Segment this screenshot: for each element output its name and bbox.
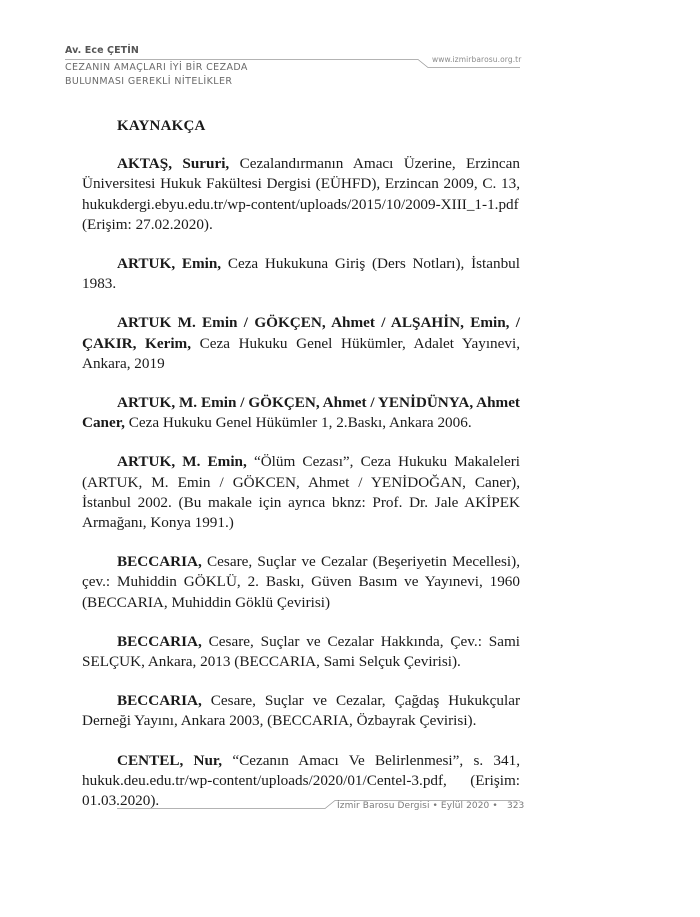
page-number: 323: [507, 801, 525, 811]
references-section: [82, 116, 520, 811]
reference-author: BECCARIA,: [117, 692, 202, 710]
reference-author: BECCARIA,: [117, 632, 202, 650]
reference-item: [82, 254, 520, 294]
header-title-line-2: BULUNMASI GEREKLİ NİTELİKLER: [65, 76, 233, 87]
reference-item: [82, 552, 520, 613]
reference-item: [82, 393, 520, 433]
reference-text: Cesare, Suçlar ve Cezalar, Çağdaş Hukukçular Derneği Yayını, Ankara 2003, (BECCARIA, Özbayrak Çevirisi).: [82, 692, 520, 730]
reference-author: ARTUK M. Emin / GÖKÇEN, Ahmet / ALŞAHİN, Emin, / ÇAKIR, Kerim,: [82, 314, 520, 352]
reference-author: ARTUK, Emin,: [117, 255, 222, 273]
header-website: www.izmirbarosu.org.tr: [432, 55, 522, 64]
reference-text: Ceza Hukuku Genel Hükümler 1, 2.Baskı, Ankara 2006.: [124, 414, 472, 432]
reference-item: [82, 691, 520, 731]
header-author: Av. Ece ÇETİN: [65, 45, 139, 56]
section-heading: KAYNAKÇA: [117, 118, 206, 134]
reference-text: Ceza Hukukuna Giriş (Ders Notları), İstanbul 1983.: [82, 255, 520, 293]
reference-text: Cesare, Suçlar ve Cezalar Hakkında, Çev.: Sami SELÇUK, Ankara, 2013 (BECCARIA, Sami Selçuk Çevirisi).: [82, 632, 520, 671]
reference-author: AKTAŞ, Sururi,: [117, 155, 230, 173]
reference-text: “Cezanın Amacı Ve Belirlenmesi”, s. 341, hukuk.deu.edu.tr/wp-content/uploads/2020/01/Centel-3.pdf, (Erişim: 01.03.2020).: [82, 751, 520, 810]
header-article-title: [65, 61, 248, 89]
reference-text: Ceza Hukuku Genel Hükümler, Adalet Yayınevi, Ankara, 2019: [82, 334, 520, 372]
reference-author: ARTUK, M. Emin / GÖKÇEN, Ahmet / YENİDÜNYA, Ahmet Caner,: [82, 394, 520, 432]
reference-author: ARTUK, M. Emin,: [117, 453, 247, 471]
reference-text: Cezalandırmanın Amacı Üzerine, Erzincan Üniversitesi Hukuk Fakültesi Dergisi (EÜHFD), Erzincan 2009, C. 13, hukukdergi.ebyu.edu.tr/wp-content/uploads/2015/10/2009-XIII_1-1.pdf (Erişim: 27.02.2020).: [82, 155, 520, 233]
reference-item: [82, 313, 520, 374]
footer-journal: İzmir Barosu Dergisi • Eylül 2020 •: [337, 801, 498, 811]
reference-item: [82, 452, 520, 533]
reference-author: BECCARIA,: [117, 553, 202, 571]
header-title-line-1: CEZANIN AMAÇLARI İYİ BİR CEZADA: [65, 62, 248, 73]
reference-text: Cesare, Suçlar ve Cezalar (Beşeriyetin Mecellesi), çev.: Muhiddin GÖKLÜ, 2. Baskı, Güven Basım ve Yayınevi, 1960 (BECCARIA, Muhiddin Göklü Çevirisi): [82, 553, 520, 611]
reference-text: “Ölüm Cezası”, Ceza Hukuku Makaleleri (ARTUK, M. Emin / GÖKCEN, Ahmet / YENİDOĞAN, Caner), İstanbul 2002. (Bu makale için ayrıca bknz: Prof. Dr. Jale AKİPEK Armağanı, Konya 1991.): [82, 453, 520, 532]
reference-item: [82, 154, 520, 235]
reference-item: [82, 632, 520, 672]
reference-author: CENTEL, Nur,: [117, 751, 223, 769]
